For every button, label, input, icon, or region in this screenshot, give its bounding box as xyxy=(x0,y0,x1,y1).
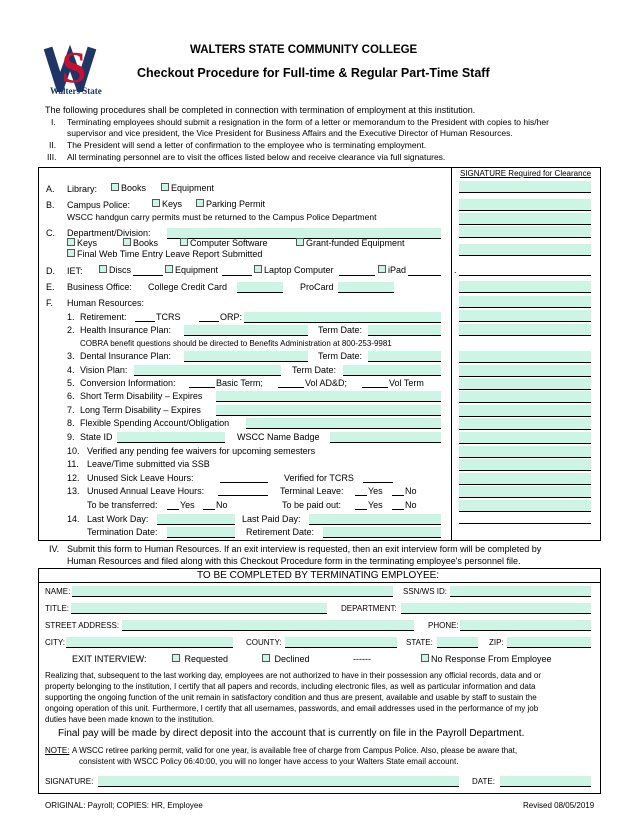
vision-plan-input[interactable] xyxy=(134,365,281,376)
section-letter: E. xyxy=(46,282,55,292)
college-name: WALTERS STATE COMMUNITY COLLEGE xyxy=(190,44,418,56)
campus-police-label: Campus Police: xyxy=(67,200,131,210)
fsa-label: Flexible Spending Account/Obligation xyxy=(80,418,230,428)
signature-column-divider xyxy=(451,167,452,540)
business-office-label: Business Office: xyxy=(67,282,132,292)
certification-text: ongoing operation of this unit. Furthermore, I certify that all usernames, passwords, and email addresses used in the performance of my job xyxy=(45,704,539,713)
std-input[interactable] xyxy=(216,391,441,402)
verified-tcrs-label: Verified for TCRS xyxy=(284,473,354,483)
retirement-date-label: Retirement Date: xyxy=(246,527,315,537)
intro-item-text: All terminating personnel are to visit the offices listed below and receive clearance via full signatures. xyxy=(67,152,446,162)
section-letter: B. xyxy=(46,200,55,210)
health-term-input[interactable] xyxy=(368,325,441,336)
termination-date-label: Termination Date: xyxy=(87,527,158,537)
name-input[interactable] xyxy=(72,586,393,597)
orp-input[interactable] xyxy=(244,312,441,323)
vol-term-label: Vol Term xyxy=(389,378,424,388)
dental-plan-input[interactable] xyxy=(184,351,308,362)
health-plan-label: Health Insurance Plan: xyxy=(80,325,172,335)
zip-input[interactable] xyxy=(507,637,591,648)
last-paid-day-input[interactable] xyxy=(309,514,441,525)
state-label: STATE: xyxy=(406,638,433,647)
iet-ipad-checkbox[interactable]: iPad xyxy=(378,265,406,275)
hr-item-num: 10. xyxy=(67,446,80,456)
certification-text: property belonging to the institution, I certify that all papers and records, including electronic files, as well as particular information and data xyxy=(45,682,536,691)
item-iv-text: Human Resources and filed along with this Checkout Procedure form in the terminating employee's personnel file. xyxy=(67,556,521,566)
name-badge-input[interactable] xyxy=(330,432,441,443)
iet-dot: . xyxy=(454,265,457,275)
health-term-label: Term Date: xyxy=(318,325,363,335)
signature-field-hr[interactable] xyxy=(459,324,591,336)
library-books-checkbox[interactable]: Books xyxy=(111,183,146,193)
state-id-label: State ID xyxy=(80,432,113,442)
last-paid-day-label: Last Paid Day: xyxy=(242,514,301,524)
dental-term-label: Term Date: xyxy=(318,351,363,361)
transfer-no-label: No xyxy=(216,500,228,510)
signature-field-hr[interactable] xyxy=(459,378,591,390)
note-label: NOTE: xyxy=(45,746,70,755)
hr-item-num: 9. xyxy=(67,432,75,442)
signature-field-hr[interactable] xyxy=(459,351,591,363)
ssn-label: SSN/WS ID: xyxy=(403,587,448,596)
ssn-input[interactable] xyxy=(450,586,591,597)
verified-tcrs-line[interactable] xyxy=(363,473,393,483)
item-iv-text: Submit this form to Human Resources. If an exit interview is requested, then an exit interview form will be completed by xyxy=(67,544,542,554)
hr-item-num: 12. xyxy=(67,473,80,483)
signature-field-police[interactable] xyxy=(459,199,591,211)
leave-ssb-label: Leave/Time submitted via SSB xyxy=(87,459,210,469)
last-work-day-label: Last Work Day: xyxy=(87,514,149,524)
dental-term-input[interactable] xyxy=(368,351,441,362)
exit-requested-checkbox[interactable]: Requested xyxy=(172,654,228,664)
cobra-note: COBRA benefit questions should be directed to Benefits Administration at 800-253-9981 xyxy=(80,339,392,348)
orp-line[interactable] xyxy=(199,312,219,322)
checkbox-icon xyxy=(67,249,75,257)
checkbox-icon xyxy=(262,654,270,662)
iet-laptop-checkbox[interactable]: Laptop Computer xyxy=(254,265,334,275)
paid-out-label: To be paid out: xyxy=(282,500,342,510)
paid-yes-label: Yes xyxy=(368,500,383,510)
iet-equipment-checkbox[interactable]: Equipment xyxy=(165,265,218,275)
paid-no-line[interactable] xyxy=(392,500,404,510)
phone-input[interactable] xyxy=(460,620,591,631)
intro-lead: The following procedures shall be completed in connection with termination of employment at this institution. xyxy=(45,105,476,115)
checkbox-icon xyxy=(196,199,204,207)
signature-line-hr[interactable] xyxy=(459,514,591,524)
last-work-day-input[interactable] xyxy=(157,514,235,525)
vision-plan-label: Vision Plan: xyxy=(80,365,128,375)
procard-label: ProCard xyxy=(300,282,334,292)
intro-item-text: supervisor and vice president, the Vice President for Business Affairs and the Executive Director of Human Resources. xyxy=(67,128,513,138)
checkbox-icon xyxy=(180,238,188,246)
hr-item-num: 11. xyxy=(67,459,79,469)
signature-field-hr[interactable] xyxy=(459,432,591,444)
iet-equipment-line[interactable] xyxy=(222,266,252,276)
sick-leave-line[interactable] xyxy=(220,473,268,483)
signature-field-hr[interactable] xyxy=(459,500,591,512)
certification-text: Realizing that, subsequent to the last working day, employees are not authorized to have in their possession any official records, data and or xyxy=(45,671,541,680)
hr-item-num: 13. xyxy=(67,486,80,496)
credit-card-input[interactable] xyxy=(237,282,283,293)
exit-no-response-checkbox[interactable]: No Response From Employee xyxy=(421,654,552,664)
intro-item-num: III. xyxy=(47,152,57,162)
intro-item-num: II. xyxy=(49,140,57,150)
item-iv-num: IV. xyxy=(49,544,60,554)
final-pay-notice: Final pay will be made by direct deposit into the account that is currently on file in the Payroll Department. xyxy=(58,728,525,739)
police-keys-checkbox[interactable]: Keys xyxy=(152,199,182,209)
signature-field-hr[interactable] xyxy=(459,459,591,471)
ltd-input[interactable] xyxy=(216,405,441,416)
retirement-label: Retirement: xyxy=(80,312,127,322)
procard-input[interactable] xyxy=(338,282,394,293)
date-input[interactable] xyxy=(500,776,591,787)
section-letter: F. xyxy=(46,298,54,308)
hr-item-num: 1. xyxy=(67,312,75,322)
transfer-yes-line[interactable] xyxy=(167,500,179,510)
title-label: TITLE: xyxy=(45,604,70,613)
hr-label: Human Resources: xyxy=(67,298,145,308)
employee-heading-divider xyxy=(38,582,600,583)
checkbox-icon xyxy=(378,265,386,273)
vision-term-label: Term Date: xyxy=(292,365,337,375)
terminal-yes-label: Yes xyxy=(368,486,383,496)
checkbox-icon xyxy=(421,654,429,662)
intro-item-text: The President will send a letter of confirmation to the employee who is terminating employment. xyxy=(67,140,427,150)
section-letter: A. xyxy=(46,184,55,194)
library-equipment-checkbox[interactable]: Equipment xyxy=(161,183,214,193)
signature-field-hr[interactable] xyxy=(459,405,591,417)
footer-revised: Revised 08/05/2019 xyxy=(523,801,595,810)
section-letter: D. xyxy=(46,266,55,276)
intro-item-text: Terminating employees should submit a resignation in the form of a letter or memorandum to the President with copies to his/her xyxy=(67,117,549,127)
exit-interview-label: EXIT INTERVIEW: xyxy=(72,654,147,664)
state-id-input[interactable] xyxy=(117,432,225,443)
retirement-date-input[interactable] xyxy=(323,527,441,538)
hr-item-num: 4. xyxy=(67,365,75,375)
sick-leave-label: Unused Sick Leave Hours: xyxy=(87,473,194,483)
transfer-no-line[interactable] xyxy=(203,500,215,510)
annual-leave-line[interactable] xyxy=(218,486,268,496)
employee-signature-input[interactable] xyxy=(98,776,459,787)
signature-field-hr[interactable] xyxy=(459,486,591,498)
hr-item-num: 7. xyxy=(67,405,75,415)
dept-keys-checkbox[interactable]: Keys xyxy=(67,238,97,248)
county-input[interactable] xyxy=(285,637,397,648)
department-field-input[interactable] xyxy=(401,603,591,614)
signature-field-hr[interactable] xyxy=(459,391,591,403)
hr-item-num: 14. xyxy=(67,514,80,524)
paid-no-label: No xyxy=(405,500,417,510)
signature-header: SIGNATURE Required for Clearance xyxy=(460,169,592,178)
orp-label: ORP: xyxy=(220,312,243,322)
checkbox-icon xyxy=(296,238,304,246)
zip-label: ZIP: xyxy=(489,638,504,647)
checkbox-icon xyxy=(165,265,173,273)
health-plan-input[interactable] xyxy=(184,325,308,336)
exit-declined-checkbox[interactable]: Declined xyxy=(262,654,310,664)
hr-item-num: 2. xyxy=(67,325,75,335)
note-text: consistent with WSCC Policy 06:40:00, you will no longer have access to your Walters State email account. xyxy=(79,757,459,766)
library-label: Library: xyxy=(67,184,98,194)
iet-laptop-line[interactable] xyxy=(339,266,375,276)
signature-field-library[interactable] xyxy=(459,181,591,193)
signature-field-business[interactable] xyxy=(459,281,591,293)
signature-field-hr[interactable] xyxy=(459,365,591,377)
county-label: COUNTY: xyxy=(246,638,282,647)
transfer-label: To be transferred: xyxy=(87,500,158,510)
signature-field-hr[interactable] xyxy=(459,418,591,430)
conversion-label: Conversion Information: xyxy=(80,378,176,388)
signature-field-police-2[interactable] xyxy=(459,213,591,225)
checkbox-icon xyxy=(254,265,262,273)
title-input[interactable] xyxy=(71,603,327,614)
hr-item-num: 3. xyxy=(67,351,75,361)
dept-books-checkbox[interactable]: Books xyxy=(123,238,158,248)
iet-discs-line[interactable] xyxy=(133,266,163,276)
dept-grant-checkbox[interactable]: Grant-funded Equipment xyxy=(296,238,405,248)
iet-ipad-line[interactable] xyxy=(408,266,441,276)
ltd-label: Long Term Disability – Expires xyxy=(80,405,201,415)
tcrs-label: TCRS xyxy=(156,312,181,322)
date-label: DATE: xyxy=(472,777,495,786)
dental-plan-label: Dental Insurance Plan: xyxy=(80,351,172,361)
checkbox-icon xyxy=(161,183,169,191)
dept-webtime-checkbox[interactable]: Final Web Time Entry Leave Report Submitted xyxy=(67,249,262,259)
signature-line-iet[interactable] xyxy=(459,266,591,276)
certification-text: duties have been made known to the institution. xyxy=(45,715,214,724)
street-input[interactable] xyxy=(122,620,414,631)
vol-add-label: Vol AD&D; xyxy=(305,378,348,388)
certification-text: supporting the ongoing function of the unit remain in satisfactory condition and thus are present, available and usable by staff to sustain the xyxy=(45,693,537,702)
city-input[interactable] xyxy=(66,637,233,648)
signature-field-department[interactable] xyxy=(459,226,591,238)
signature-field-hr[interactable] xyxy=(459,310,591,322)
tcrs-line[interactable] xyxy=(135,312,155,322)
std-label: Short Term Disability – Expires xyxy=(80,391,203,401)
footer-copies: ORIGINAL: Payroll; COPIES: HR, Employee xyxy=(45,801,203,810)
transfer-yes-label: Yes xyxy=(180,500,195,510)
checkbox-icon xyxy=(67,238,75,246)
college-logo xyxy=(44,42,112,100)
vision-term-input[interactable] xyxy=(343,365,441,376)
exit-dashes: ------ xyxy=(353,654,371,664)
termination-date-input[interactable] xyxy=(167,527,235,538)
terminal-yes-line[interactable] xyxy=(355,486,367,496)
department-field-label: DEPARTMENT: xyxy=(341,604,397,613)
checkbox-icon xyxy=(111,183,119,191)
city-label: CITY: xyxy=(45,638,66,647)
hr-item-num: 6. xyxy=(67,391,75,401)
signature-field-department-2[interactable] xyxy=(459,244,591,256)
employee-heading: TO BE COMPLETED BY TERMINATING EMPLOYEE: xyxy=(197,570,440,581)
section-letter: C. xyxy=(46,228,55,238)
vol-term-line[interactable] xyxy=(362,378,388,388)
department-label: Department/Division: xyxy=(67,228,151,238)
name-label: NAME: xyxy=(45,587,71,596)
paid-yes-line[interactable] xyxy=(355,500,367,510)
note-text: A WSCC retiree parking permit, valid for one year, is available free of charge from Campus Police. Also, please be aware that, xyxy=(72,746,518,755)
intro-item-num: I. xyxy=(51,117,56,127)
terminal-no-line[interactable] xyxy=(392,486,404,496)
checkbox-icon xyxy=(123,238,131,246)
state-input[interactable] xyxy=(437,637,478,648)
terminal-leave-label: Terminal Leave: xyxy=(280,486,344,496)
logo-caption: Walters State xyxy=(50,86,102,96)
iet-discs-checkbox[interactable]: Discs xyxy=(99,265,131,275)
signature-field-hr[interactable] xyxy=(459,473,591,485)
checkbox-icon xyxy=(172,654,180,662)
checkbox-icon xyxy=(152,199,160,207)
phone-label: PHONE: xyxy=(428,621,459,630)
signature-field-hr[interactable] xyxy=(459,296,591,308)
hr-item-num: 8. xyxy=(67,418,75,428)
vol-add-line[interactable] xyxy=(278,378,304,388)
annual-leave-label: Unused Annual Leave Hours: xyxy=(87,486,205,496)
basic-term-label: Basic Term; xyxy=(216,378,263,388)
credit-card-label: College Credit Card xyxy=(148,282,228,292)
hr-item-num: 5. xyxy=(67,378,75,388)
fee-waivers-label: Verified any pending fee waivers for upcoming semesters xyxy=(87,446,316,456)
svg-text:S: S xyxy=(61,43,87,92)
signature-label: SIGNATURE: xyxy=(45,777,94,786)
signature-field-hr[interactable] xyxy=(459,446,591,458)
name-badge-label: WSCC Name Badge xyxy=(237,432,320,442)
fsa-input[interactable] xyxy=(246,418,441,429)
basic-term-line[interactable] xyxy=(189,378,215,388)
street-label: STREET ADDRESS: xyxy=(45,621,120,630)
iet-label: IET: xyxy=(67,266,83,276)
terminal-no-label: No xyxy=(405,486,417,496)
handgun-note: WSCC handgun carry permits must be returned to the Campus Police Department xyxy=(67,212,377,222)
checkbox-icon xyxy=(99,265,107,273)
form-title: Checkout Procedure for Full-time & Regular Part-Time Staff xyxy=(137,66,490,80)
police-parking-checkbox[interactable]: Parking Permit xyxy=(196,199,265,209)
dept-software-checkbox[interactable]: Computer Software xyxy=(180,238,268,248)
